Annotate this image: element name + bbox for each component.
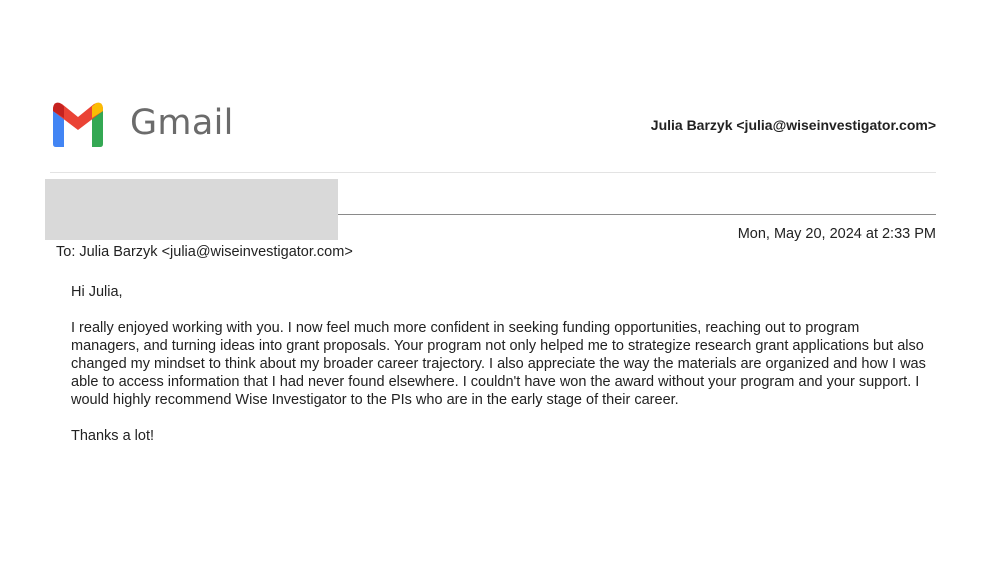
recipient-line: To: Julia Barzyk <julia@wiseinvestigator.com> (56, 244, 353, 260)
message-paragraph: I really enjoyed working with you. I now feel much more confident in seeking funding opportunities, reaching out to program managers, and turning ideas into grant proposals. Your program not only helped me to strategize research grant applications but also changed my mindset to think about my broader career trajectory. I also appreciate the way the materials are organized and how I was able to access information that I had never found elsewhere. I couldn't have won the award without your program and your support. I would highly recommend Wise Investigator to the PIs who are in the early stage of their career. (71, 320, 926, 408)
message-body (71, 283, 931, 463)
subject-divider (338, 214, 936, 215)
redacted-subject-block (45, 179, 338, 240)
account-name: Julia Barzyk <julia@wiseinvestigator.com> (650, 117, 936, 133)
header-divider (50, 172, 936, 173)
message-greeting: Hi Julia, (71, 284, 123, 300)
gmail-logo-icon (49, 98, 107, 148)
gmail-wordmark: Gmail (130, 103, 234, 143)
message-closing: Thanks a lot! (71, 428, 155, 444)
message-date: Mon, May 20, 2024 at 2:33 PM (737, 226, 936, 242)
